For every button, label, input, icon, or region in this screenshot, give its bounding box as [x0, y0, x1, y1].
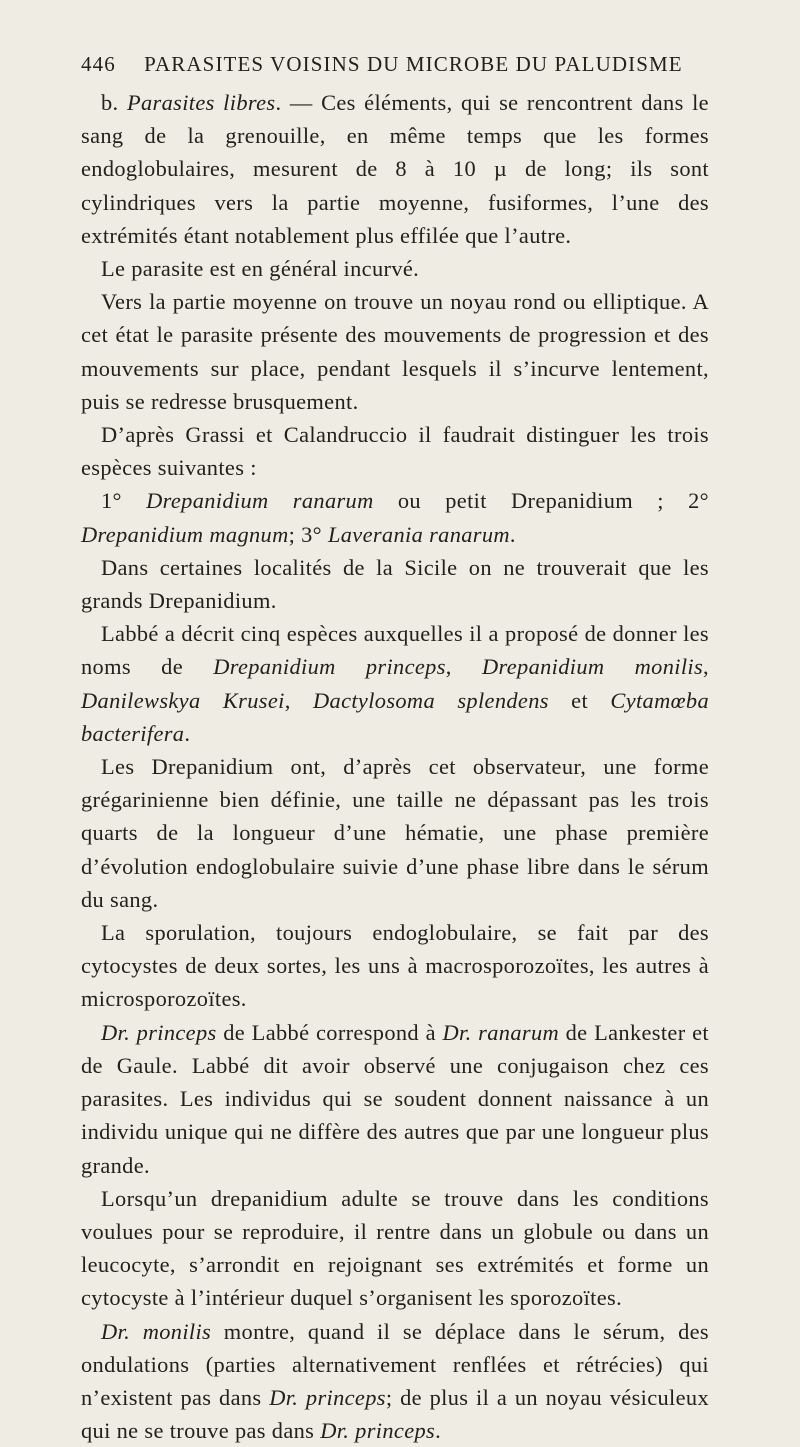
text-run: montre, quand il se déplace dans le sérum, des ondulations (parties alternativement renflées et rétrécies) qui n’existent pas dans [81, 1318, 715, 1410]
text-run: . [509, 521, 516, 547]
paragraph [81, 285, 715, 418]
text-run: . — Ces éléments, qui se rencontrent dans le sang de la grenouille, en même temps que les formes endoglobulaires, mesurent de 8 à 10 µ de long; ils sont cylindriques vers la partie moyenne, fusiformes, l’une des extrémités étant notablement plus effilée que l’autre. [81, 90, 715, 248]
italic-text: Danilewskya Krusei [81, 687, 285, 713]
italic-text: Dr. princeps [269, 1384, 386, 1410]
text-run: , [445, 654, 482, 680]
text-run: ; 3° [288, 521, 328, 547]
italic-text: Dr. monilis [101, 1318, 212, 1344]
text-run: b. [101, 90, 127, 115]
paragraph [81, 418, 715, 484]
paragraph [81, 617, 715, 750]
italic-text: Drepanidium monilis [481, 654, 704, 680]
paragraph [81, 252, 709, 285]
paragraph [81, 86, 715, 252]
paragraph [81, 750, 715, 916]
italic-text: Dactylosoma splendens [313, 687, 549, 713]
text-run: ou petit Drepanidium ; 2° [373, 488, 715, 514]
paragraph [81, 916, 715, 1016]
body-text [81, 86, 715, 1447]
paragraph [81, 551, 715, 617]
italic-text: Drepanidium ranarum [146, 488, 374, 514]
text-run: Dans certaines localités de la Sicile on ne trouverait que les grands Drepanidium. [81, 554, 715, 614]
text-run: de Lankester et de Gaule. Labbé dit avoir observé une conjugaison chez ces parasites. Les individus qui se soudent donnent naissance à un individu unique qui ne diffère des autres que par une longueur plus grande. [81, 1019, 715, 1178]
text-run: Vers la partie moyenne on trouve un noyau rond ou elliptique. A cet état le parasite présente des mouvements de progression et des mouvements sur place, pendant lesquels il s’incurve lentement, puis se redresse brusquement. [81, 289, 715, 414]
text-run: , [284, 687, 313, 713]
italic-text: Laverania ranarum [327, 521, 510, 547]
text-run: et [548, 687, 611, 713]
page-number: 446 [81, 52, 116, 76]
text-run: . [435, 1418, 442, 1444]
italic-text: Cytamœba bacterifera [81, 687, 709, 746]
italic-text: Parasites libres [126, 90, 276, 115]
text-run: Les Drepanidium ont, d’après cet observateur, une forme grégarinienne bien définie, une taille ne dépassant pas les trois quarts de la longueur d’une hématie, une phase première d’évolution endoglobulaire suivie d’une phase libre dans le sérum du sang. [81, 754, 715, 912]
text-run: D’après Grassi et Calandruccio il faudrait distinguer les trois espèces suivantes : [81, 422, 715, 481]
text-run: Le parasite est en général incurvé. [101, 256, 420, 282]
italic-text: Dr. princeps [101, 1019, 217, 1045]
text-run: , [703, 654, 715, 680]
text-run: ; de plus il a un noyau vésiculeux qui ne se trouve pas dans [81, 1384, 715, 1444]
text-run: La sporulation, toujours endoglobulaire, se fait par des cytocystes de deux sortes, les uns à macrosporozoïtes, les autres à microsporozoïtes. [81, 920, 715, 1012]
italic-text: Dr. princeps [320, 1418, 436, 1444]
running-title: PARASITES VOISINS DU MICROBE DU PALUDISME [144, 52, 683, 76]
paragraph [81, 1182, 715, 1315]
text-run: 1° [101, 488, 147, 514]
running-header [81, 52, 691, 77]
paragraph [81, 484, 715, 550]
text-run: Labbé a décrit cinq espèces auxquelles il a proposé de donner les noms de [81, 621, 715, 680]
text-run: . [184, 720, 191, 746]
paragraph [81, 1016, 715, 1182]
italic-text: Drepanidium princeps [213, 654, 446, 680]
paragraph [81, 1315, 715, 1447]
text-run: Lorsqu’un drepanidium adulte se trouve dans les conditions voulues pour se reproduire, il rentre dans un globule ou dans un leucocyte, s’arrondit en rejoignant ses extrémités et forme un cytocyste à l’intérieur duquel s’organisent les sporozoïtes. [81, 1185, 715, 1311]
italic-text: Drepanidium magnum [81, 521, 289, 547]
text-run: de Labbé correspond à [216, 1019, 443, 1045]
italic-text: Dr. ranarum [442, 1019, 560, 1045]
